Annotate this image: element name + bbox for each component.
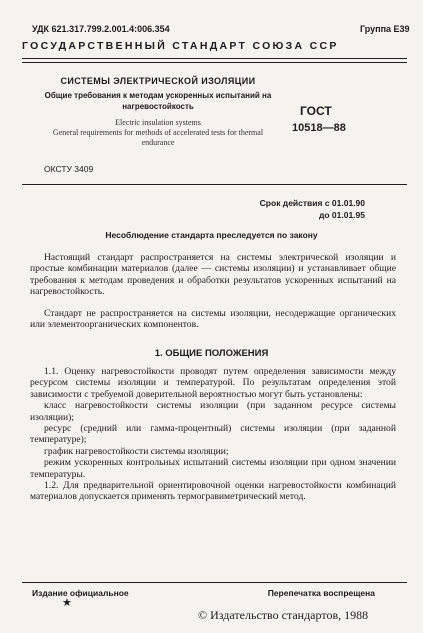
reprint-prohibited: Перепечатка воспрещена	[267, 588, 375, 598]
english-title-line-1: Electric insulation systems	[115, 118, 201, 127]
gost-label: ГОСТ	[300, 104, 332, 118]
header-rule-thick	[22, 58, 407, 59]
list-item: класс нагревостойкости системы изоляции (при заданном ресурсе системы изоляции);	[30, 400, 396, 423]
intro-p2-text: Стандарт не распространяется на системы изоляции, несодержащие органических или элементоорганических компонентов.	[30, 308, 396, 331]
russian-subtitle: Общие требования к методам ускоренных испытаний на нагревостойкость	[44, 91, 272, 111]
intro-paragraph-2	[30, 308, 396, 331]
system-title: СИСТЕМЫ ЭЛЕКТРИЧЕСКОЙ ИЗОЛЯЦИИ	[60, 76, 256, 86]
title-block-rule	[22, 184, 407, 185]
copyright-line: © Издательство стандартов, 1988	[198, 608, 369, 622]
star-icon: ★	[62, 597, 72, 609]
footer-rule	[22, 582, 407, 583]
validity-to: до 01.01.95	[318, 210, 365, 220]
header-rule-thin	[22, 62, 407, 63]
list-item: ресурс (средний или гамма-процентный) системы изоляции (при заданной температуре);	[30, 423, 396, 446]
clause-1-2: 1.2. Для предварительной ориентировочной оценки нагревостойкости комбинаций материалов допускается применять термогравиметрический метод.	[30, 480, 396, 503]
state-standard-heading: ГОСУДАРСТВЕННЫЙ СТАНДАРТ СОЮЗА ССР	[22, 40, 339, 52]
english-title	[38, 118, 278, 148]
gost-number: 10518—88	[292, 122, 346, 134]
intro-p1-text: Настоящий стандарт распространяется на системы электрической изоляции и простые комбинации материалов (далее — системы изоляции) и устанавливает общие требования к методам проведения и обработки результатов ускоренных испытаний на нагревостойкость.	[30, 252, 396, 298]
list-item: график нагревостойкости системы изоляции;	[44, 445, 229, 457]
clause-1-1: 1.1. Оценку нагревостойкости проводят путем определения зависимости между ресурсом системы изоляции и температурой. По результатам определения этой зависимости с требуемой доверительной вероятностью могут быть установлены:	[30, 366, 396, 400]
english-title-line-2: General requirements for methods of accelerated tests for thermal endurance	[52, 128, 264, 147]
okstu-code: ОКСТУ 3409	[44, 164, 94, 174]
intro-paragraph-1	[30, 252, 396, 298]
section-heading: 1. ОБЩИЕ ПОЛОЖЕНИЯ	[154, 348, 269, 359]
group-code: Группа Е39	[360, 24, 410, 34]
section-1-body	[30, 366, 396, 503]
udk-code: УДК 621.317.799.2.001.4:006.354	[32, 24, 170, 34]
list-item: режим ускоренных контрольных испытаний системы изоляции при одном значении температуры.	[30, 457, 396, 480]
legal-notice: Несоблюдение стандарта преследуется по закону	[105, 230, 318, 240]
official-edition: Издание официальное	[32, 588, 129, 598]
validity-from: Срок действия с 01.01.90	[259, 198, 365, 208]
